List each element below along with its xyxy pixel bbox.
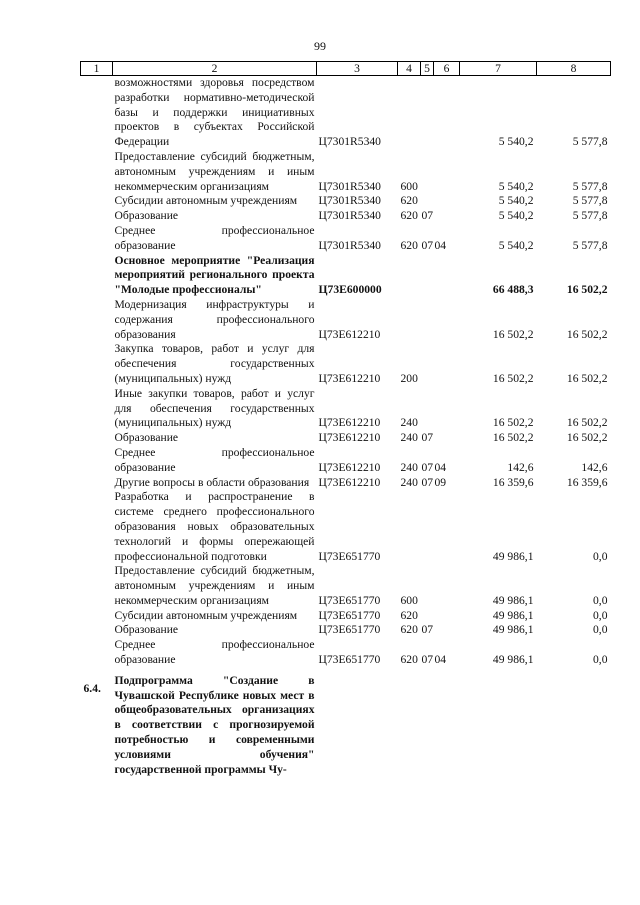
amount-col7-cell: 16 502,2 [492,431,534,445]
row-index-cell [81,446,113,476]
section-code-cell: 07 [421,460,434,474]
target-code-cell: Ц7301R5340 [318,209,381,223]
target-code-cell: Ц7301R5340 [318,135,381,149]
target-code-cell: Ц73Е612210 [318,327,381,341]
expense-type-cell: 620 [400,194,418,208]
section-code-cell: 07 [421,653,434,667]
amount-col8-cell: 16 502,2 [566,431,608,445]
row-index-cell [81,431,113,446]
subsection-code-cell: 04 [434,653,447,667]
table-row [81,446,611,476]
amount-col7-cell: 5 540,2 [498,209,534,223]
subsection-code-cell [434,76,460,150]
section-code-cell [421,194,434,209]
header-cell: 3 [317,62,398,76]
expense-type-cell [398,298,421,342]
header-cell: 6 [434,62,460,76]
row-index-cell [81,387,113,431]
amount-col8-cell: 0,0 [593,653,608,667]
row-name-cell: возможностями здоровья посредством разработки нормативно-методической базы и поддержки инициативных проектов в субъектах Российской Федерации [114,76,315,149]
subsection-code-cell [434,254,460,298]
amount-col7-cell: 16 359,6 [492,475,534,489]
expense-type-cell: 620 [400,209,418,223]
section-title: Подпрограмма "Создание в Чувашской Республике новых мест в общеобразовательных организациях в соответствии с прогнозируемой потребностью и современными условиями обучения" государственной программы Чу- [114,673,315,776]
header-cell: 2 [113,62,317,76]
row-name-cell: Разработка и распространение в системе среднего профессионального образования новых образовательных технологий и формы опережающей профессиональной подготовки [114,490,315,563]
amount-col8-cell: 16 502,2 [566,327,608,341]
row-index-cell [81,476,113,491]
row-name-cell: Образование [114,209,179,223]
target-code-cell: Ц73Е651770 [318,653,381,667]
amount-col7-cell: 16 502,2 [492,371,534,385]
row-index-cell [81,254,113,298]
table-row [81,623,611,638]
target-code-cell: Ц7301R5340 [318,194,381,208]
column-number-header [81,62,611,76]
subsection-code-cell [434,431,460,446]
section-code-cell [421,342,434,386]
amount-col8-cell: 16 359,6 [566,475,608,489]
row-index-cell [81,638,113,668]
amount-col7-cell: 49 986,1 [492,623,534,637]
row-index-cell [81,76,113,150]
row-name-cell: Предоставление субсидий бюджетным, автономным учреждениям и иным некоммерческим организациям [114,564,315,607]
section-code-cell [421,490,434,564]
row-index-cell [81,490,113,564]
section-block [81,668,611,778]
amount-col7-cell: 66 488,3 [492,283,534,297]
table-row [81,476,611,491]
row-index-cell [81,224,113,254]
amount-col7-cell: 5 540,2 [498,238,534,252]
row-name-cell: Модернизация инфраструктуры и содержания профессионального образования [114,297,315,341]
section-number: 6.4. [83,681,101,695]
expense-type-cell: 240 [400,460,418,474]
table-row [81,638,611,668]
amount-col7-cell: 49 986,1 [492,608,534,622]
expense-type-cell: 200 [400,371,418,385]
target-code-cell: Ц73Е612210 [318,371,381,385]
subsection-code-cell [434,609,460,624]
section-code-cell: 07 [421,475,434,489]
table-row [81,209,611,224]
row-index-cell [81,209,113,224]
amount-col8-cell: 0,0 [593,608,608,622]
subsection-code-cell [434,209,460,224]
target-code-cell: Ц7301R5340 [318,179,381,193]
section-code-cell [421,76,434,150]
amount-col8-cell: 0,0 [593,593,608,607]
target-code-cell: Ц73Е612210 [318,460,381,474]
subsection-code-cell [434,387,460,431]
row-name-cell: Предоставление субсидий бюджетным, автономным учреждениям и иным некоммерческим организациям [114,149,315,193]
subsection-code-cell: 04 [434,460,447,474]
expense-type-cell: 600 [400,593,418,607]
table-row [81,490,611,564]
row-name-cell: Среднее профессиональное образование [114,445,315,474]
header-cell: 8 [537,62,611,76]
target-code-cell: Ц7301R5340 [318,238,381,252]
amount-col8-cell: 5 577,8 [572,179,608,193]
table-row [81,298,611,342]
row-index-cell [81,564,113,608]
amount-col7-cell: 49 986,1 [492,653,534,667]
target-code-cell: Ц73Е612210 [318,431,381,445]
subsection-code-cell [434,194,460,209]
amount-col7-cell: 142,6 [507,460,534,474]
row-name-cell: Иные закупки товаров, работ и услуг для обеспечения государственных (муниципальных) нужд [114,386,315,430]
section-row [81,674,611,778]
section-code-cell [421,387,434,431]
amount-col7-cell: 49 986,1 [492,549,534,563]
amount-col8-cell: 5 577,8 [572,209,608,223]
row-index-cell [81,623,113,638]
expense-type-cell: 620 [400,238,418,252]
page-number: 99 [314,39,326,53]
subsection-code-cell [434,342,460,386]
budget-table [80,61,611,777]
section-code-cell [421,150,434,194]
expense-type-cell: 240 [400,475,418,489]
target-code-cell: Ц73Е612210 [318,475,381,489]
amount-col7-cell: 16 502,2 [492,327,534,341]
amount-col7-cell: 16 502,2 [492,416,534,430]
subsection-code-cell: 04 [434,238,447,252]
expense-type-cell [398,490,421,564]
expense-type-cell: 620 [400,608,418,622]
row-name-cell: Субсидии автономным учреждениям [114,194,298,208]
amount-col8-cell: 5 577,8 [572,194,608,208]
budget-table-container [80,61,610,777]
header-cell: 1 [81,62,113,76]
amount-col7-cell: 5 540,2 [498,194,534,208]
section-code-cell [421,298,434,342]
table-row [81,76,611,150]
header-cell: 5 [421,62,434,76]
section-code-cell [421,609,434,624]
subsection-code-cell: 09 [434,475,447,489]
expense-type-cell: 620 [400,623,418,637]
amount-col8-cell: 16 502,2 [566,371,608,385]
row-name-cell: Среднее профессиональное образование [114,223,315,252]
section-code-cell: 07 [421,623,434,637]
section-code-cell [421,254,434,298]
amount-col8-cell: 142,6 [581,460,608,474]
row-index-cell [81,342,113,386]
subsection-code-cell [434,623,460,638]
expense-type-cell [398,76,421,150]
amount-col7-cell: 5 540,2 [498,135,534,149]
row-index-cell [81,609,113,624]
section-code-cell: 07 [421,431,434,445]
table-row [81,254,611,298]
amount-col8-cell: 16 502,2 [566,416,608,430]
amount-col8-cell: 0,0 [593,623,608,637]
target-code-cell: Ц73Е651770 [318,549,381,563]
amount-col8-cell: 5 577,8 [572,135,608,149]
target-code-cell: Ц73Е651770 [318,593,381,607]
subsection-code-cell [434,564,460,608]
table-row [81,150,611,194]
amount-col8-cell: 5 577,8 [572,238,608,252]
target-code-cell: Ц73Е612210 [318,416,381,430]
row-name-cell: Среднее профессиональное образование [114,638,315,667]
header-cell: 7 [460,62,537,76]
row-index-cell [81,150,113,194]
table-row [81,387,611,431]
table-row [81,564,611,608]
target-code-cell: Ц73Е651770 [318,623,381,637]
table-row [81,224,611,254]
expense-type-cell: 600 [400,179,418,193]
target-code-cell: Ц73Е600000 [318,283,382,297]
row-name-cell: Образование [114,431,179,445]
target-code-cell: Ц73Е651770 [318,608,381,622]
table-row [81,431,611,446]
amount-col7-cell: 49 986,1 [492,593,534,607]
section-code-cell: 07 [421,209,434,223]
table-body [81,76,611,668]
table-row [81,194,611,209]
amount-col8-cell: 16 502,2 [566,283,608,297]
section-code-cell [421,564,434,608]
section-code-cell: 07 [421,238,434,252]
expense-type-cell: 240 [400,416,418,430]
row-name-cell: Основное мероприятие "Реализация мероприятий регионального проекта "Молодые профессионалы" [114,253,315,297]
table-row [81,342,611,386]
subsection-code-cell [434,150,460,194]
amount-col7-cell: 5 540,2 [498,179,534,193]
table-row [81,609,611,624]
row-index-cell [81,298,113,342]
row-name-cell: Субсидии автономным учреждениям [114,608,298,622]
row-name-cell: Другие вопросы в области образования [114,475,310,489]
expense-type-cell: 620 [400,653,418,667]
subsection-code-cell [434,298,460,342]
amount-col8-cell: 0,0 [593,549,608,563]
expense-type-cell: 240 [400,431,418,445]
row-index-cell [81,194,113,209]
row-name-cell: Образование [114,623,179,637]
header-cell: 4 [398,62,421,76]
subsection-code-cell [434,490,460,564]
expense-type-cell [398,254,421,298]
row-name-cell: Закупка товаров, работ и услуг для обеспечения государственных (муниципальных) нужд [114,342,315,385]
